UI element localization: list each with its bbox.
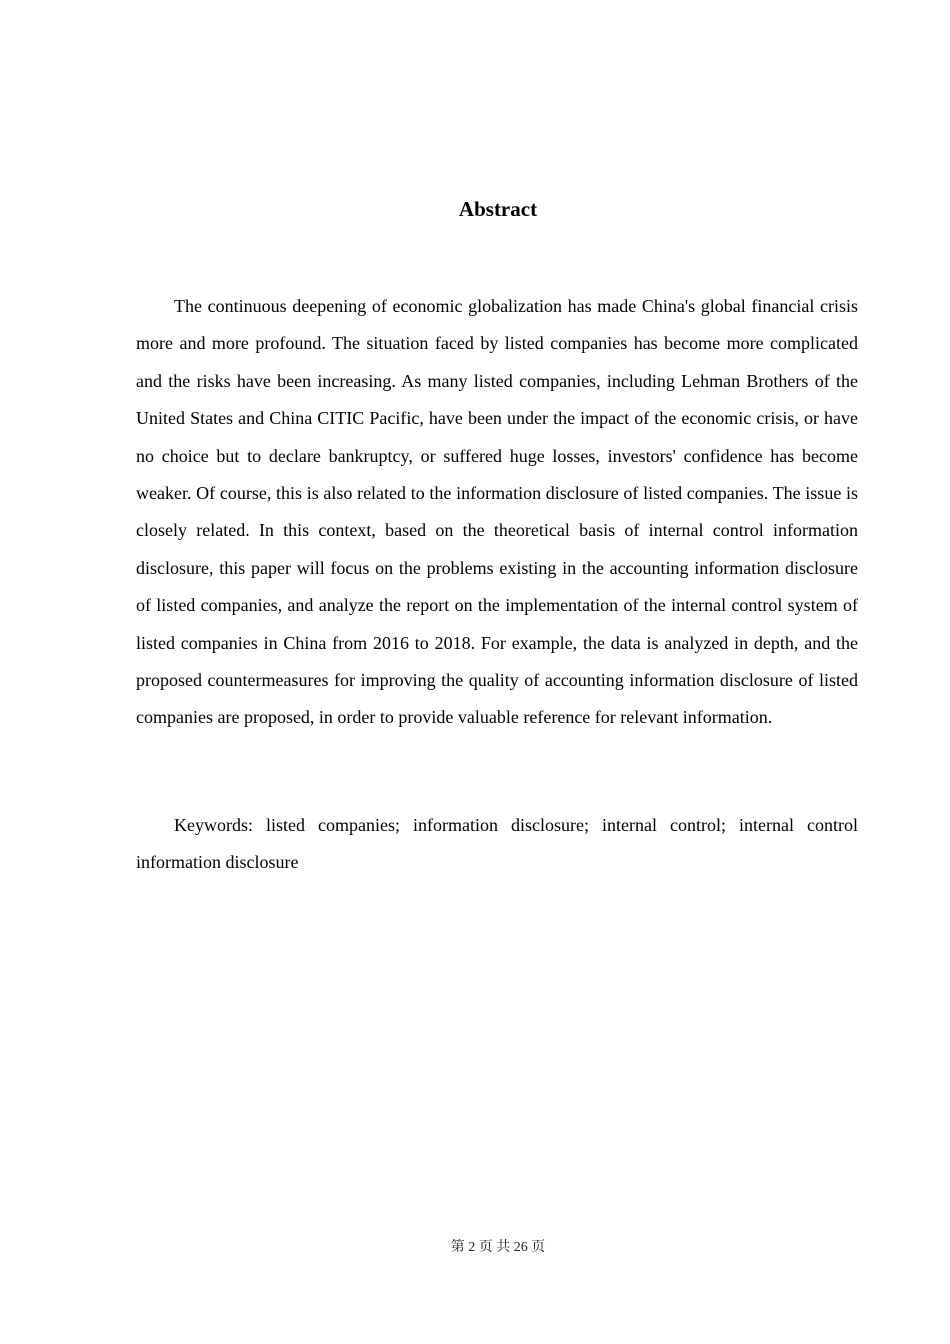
abstract-heading: Abstract [458,197,538,221]
abstract-paragraph: The continuous deepening of economic globalization has made China's global financial crisis more and more profound. The situation faced by listed companies has become more complicated and the risks have been increasing. As many listed companies, including Lehman Brothers of the United States and China CITIC Pacific, have been under the impact of the economic crisis, or have no choice but to declare bankruptcy, or suffered huge losses, investors' confidence has become weaker. Of course, this is also related to the information disclosure of listed companies. The issue is closely related. In this context, based on the theoretical basis of internal control information disclosure, this paper will focus on the problems existing in the accounting information disclosure of listed companies, and analyze the report on the implementation of the internal control system of listed companies in China from 2016 to 2018. For example, the data is analyzed in depth, and the proposed countermeasures for improving the quality of accounting information disclosure of listed companies are proposed, in order to provide valuable reference for relevant information. [136,296,858,728]
keywords-paragraph: Keywords: listed companies; information disclosure; internal control; internal control information disclosure [136,815,858,873]
page-number-footer: 第 2 页 共 26 页 [450,1240,546,1255]
